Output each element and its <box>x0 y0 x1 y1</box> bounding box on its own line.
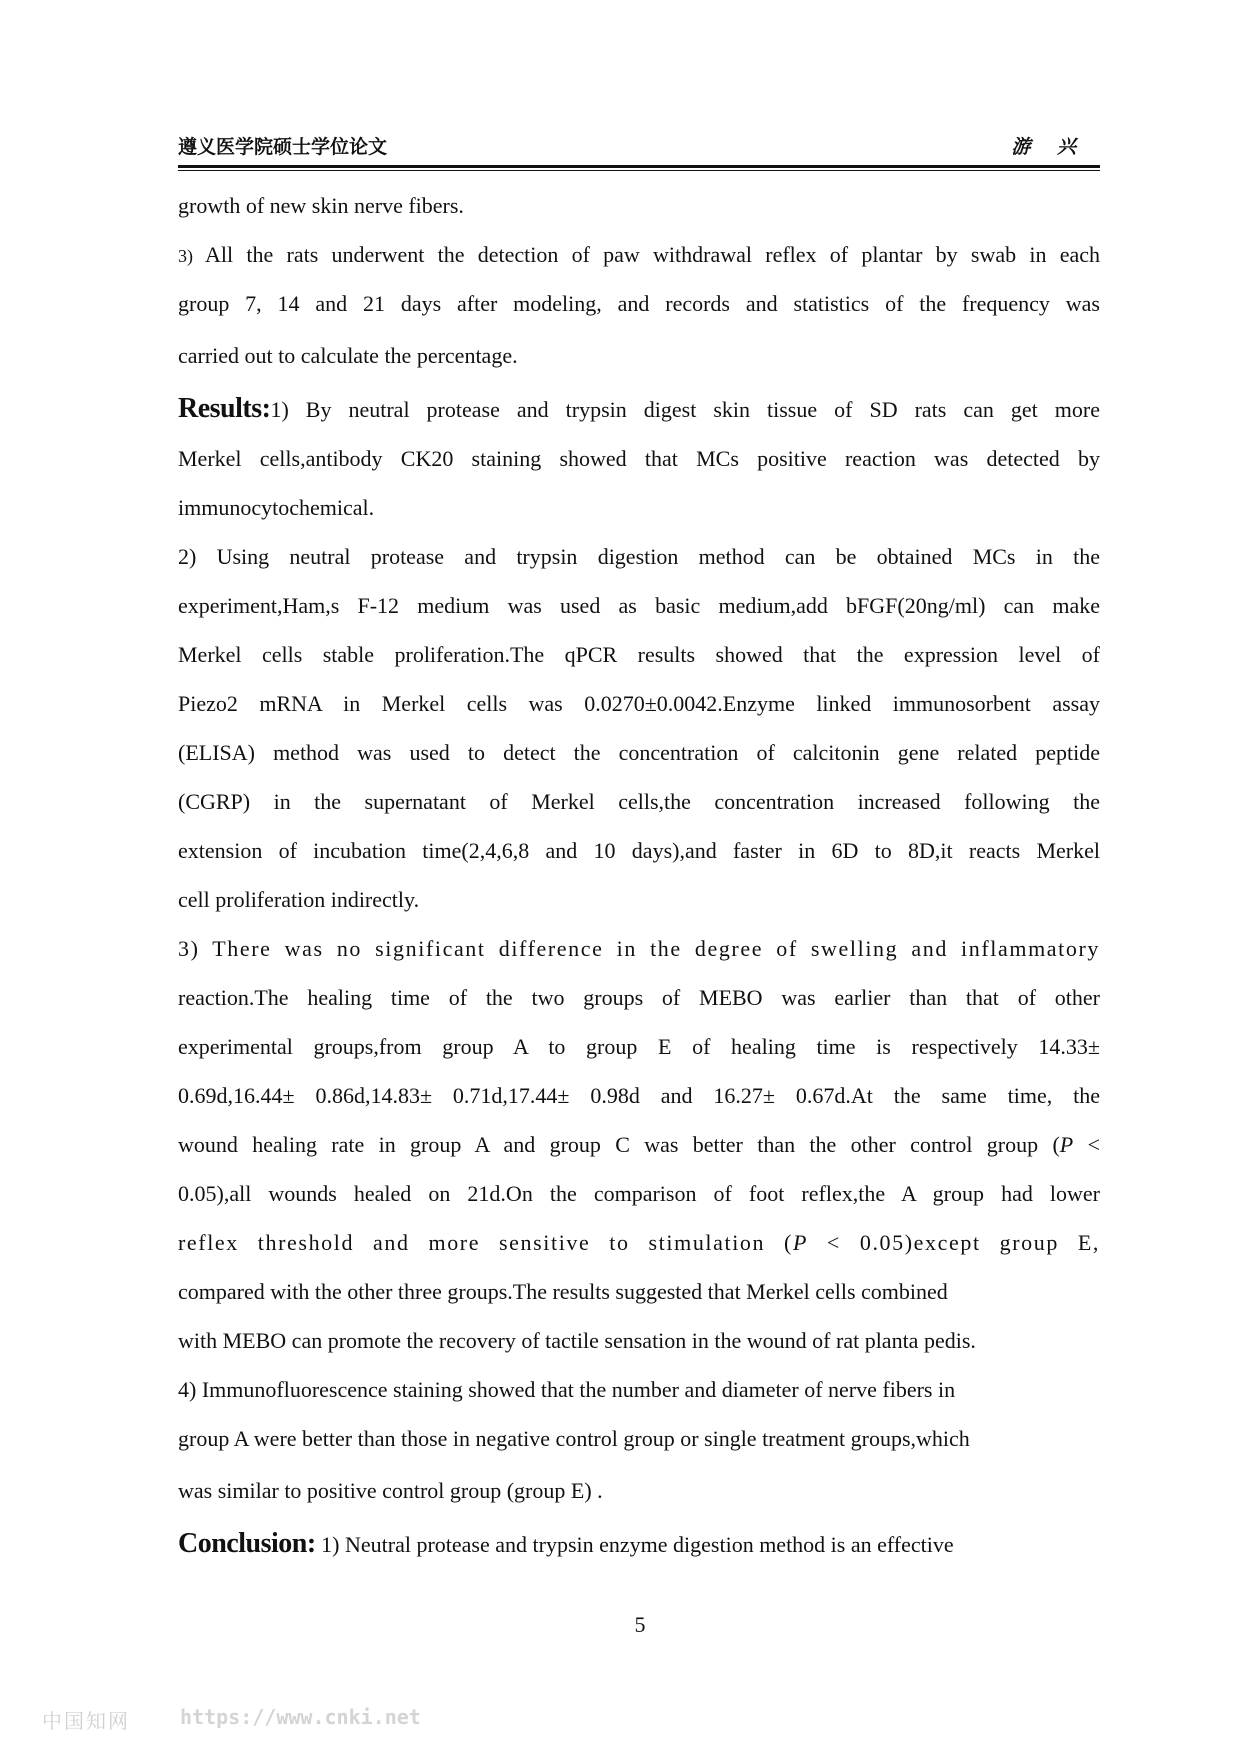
text-line: 0.69d,16.44± 0.86d,14.83± 0.71d,17.44± 0.98d and 16.27± 0.67d.At the same time, the <box>178 1083 1100 1108</box>
header-rule-thick <box>178 165 1100 168</box>
text-line <box>178 1224 1100 1273</box>
text-line: with MEBO can promote the recovery of tactile sensation in the wound of rat planta pedis. <box>178 1328 976 1353</box>
text-line: Merkel cells stable proliferation.The qPCR results showed that the expression level of <box>178 642 1100 667</box>
text-line: growth of new skin nerve fibers. <box>178 193 464 218</box>
conclusion-heading: Conclusion: <box>178 1528 316 1559</box>
author-name-header: 游 兴 <box>1011 136 1086 158</box>
text-line: Piezo2 mRNA in Merkel cells was 0.0270±0.0042.Enzyme linked immunosorbent assay <box>178 691 1100 716</box>
text-line: (CGRP) in the supernatant of Merkel cells,the concentration increased following the <box>178 789 1100 814</box>
text-line <box>178 387 1100 440</box>
p-value-symbol: P <box>1059 1132 1074 1157</box>
header-rule-thin <box>178 170 1100 171</box>
cnki-logo-watermark: 中国知网 <box>42 1709 130 1733</box>
text-line: immunocytochemical. <box>178 495 375 520</box>
cnki-url-watermark: https://www.cnki.net <box>180 1705 421 1729</box>
text-line <box>178 236 1100 285</box>
p-value-symbol: P <box>792 1230 809 1255</box>
text-line: 3) There was no significant difference in the degree of swelling and inflammatory <box>178 936 1100 961</box>
text-line: experimental groups,from group A to group E of healing time is respectively 14.33± <box>178 1034 1100 1059</box>
list-number: 3) <box>178 246 193 266</box>
results-heading: Results: <box>178 393 271 424</box>
text-line: 0.05),all wounds healed on 21d.On the comparison of foot reflex,the A group had lower <box>178 1181 1100 1206</box>
text-line: group 7, 14 and 21 days after modeling, and records and statistics of the frequency was <box>178 291 1100 316</box>
text-line: carried out to calculate the percentage. <box>178 343 518 368</box>
text-line: cell proliferation indirectly. <box>178 887 420 912</box>
text-span: reflex threshold and more sensitive to stimulation ( <box>178 1230 793 1255</box>
text-span: All the rats underwent the detection of paw withdrawal reflex of plantar by swab in each <box>205 242 1100 267</box>
text-line: 2) Using neutral protease and trypsin digestion method can be obtained MCs in the <box>178 544 1100 569</box>
thesis-title-header: 遵义医学院硕士学位论文 <box>178 136 388 158</box>
text-span: < <box>1073 1132 1100 1157</box>
abstract-body <box>178 187 1100 1575</box>
text-line: group A were better than those in negative control group or single treatment groups,which <box>178 1426 970 1451</box>
text-line: (ELISA) method was used to detect the concentration of calcitonin gene related peptide <box>178 740 1100 765</box>
text-line: experiment,Ham,s F-12 medium was used as basic medium,add bFGF(20ng/ml) can make <box>178 593 1100 618</box>
text-line: compared with the other three groups.The results suggested that Merkel cells combined <box>178 1279 948 1304</box>
text-line: extension of incubation time(2,4,6,8 and 10 days),and faster in 6D to 8D,it reacts Merkel <box>178 838 1100 863</box>
running-header <box>178 132 1100 162</box>
text-line: 4) Immunofluorescence staining showed that the number and diameter of nerve fibers in <box>178 1377 956 1402</box>
page-number: 5 <box>634 1612 646 1637</box>
text-span: < 0.05)except group E, <box>808 1230 1100 1255</box>
text-line: was similar to positive control group (group E) . <box>178 1478 603 1503</box>
text-line <box>178 1126 1100 1175</box>
text-span: wound healing rate in group A and group C was better than the other control group ( <box>178 1132 1060 1157</box>
text-line <box>178 1522 1100 1575</box>
text-line: Merkel cells,antibody CK20 staining showed that MCs positive reaction was detected by <box>178 446 1100 471</box>
text-line: reaction.The healing time of the two groups of MEBO was earlier than that of other <box>178 985 1100 1010</box>
text-span: 1) Neutral protease and trypsin enzyme digestion method is an effective <box>321 1532 954 1557</box>
text-span: 1) By neutral protease and trypsin digest skin tissue of SD rats can get more <box>270 397 1100 422</box>
